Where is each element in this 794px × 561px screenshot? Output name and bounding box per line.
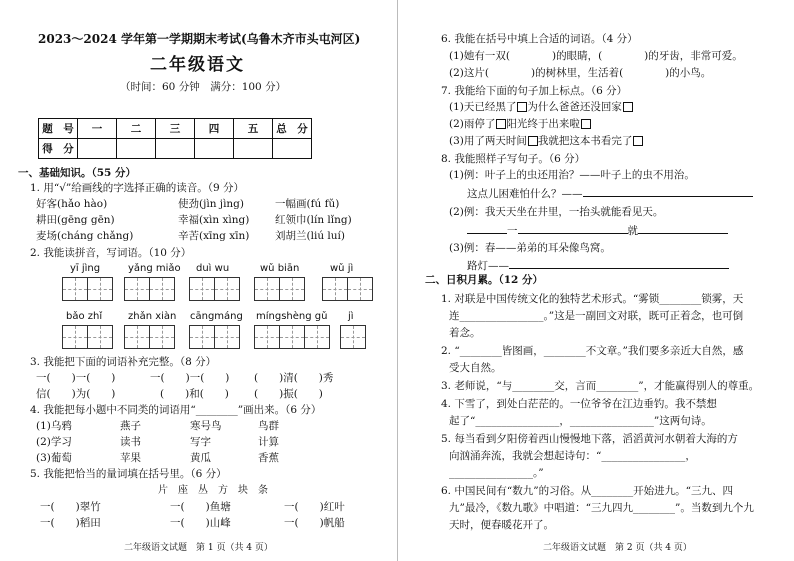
writing-grid[interactable]: [254, 277, 304, 301]
q4-item: 读书: [120, 436, 141, 448]
q4-item: (1)乌鸦: [36, 420, 72, 432]
punct-box[interactable]: [633, 136, 643, 146]
q1-item: 刘胡兰(liú luí): [275, 230, 345, 242]
score-cell[interactable]: [117, 139, 156, 159]
s2-q1-line: 连________________。”这是一副回文对联，既可正着念，也可倒: [449, 310, 744, 322]
punct-box[interactable]: [528, 136, 538, 146]
writing-grid[interactable]: [189, 277, 239, 301]
q5-item: 一( )帆船: [284, 517, 345, 529]
q3-item: ( )和( ): [160, 388, 229, 400]
subject-title: 二年级语文: [150, 55, 245, 75]
q7-line: (1)天已经黑了 为什么爸爸还没回家: [449, 100, 633, 114]
q4-item: 写字: [190, 436, 211, 448]
q1-item: 辛苦(xīng xīn): [178, 230, 250, 242]
q3-item: 一( )一( ): [150, 372, 230, 384]
q5-item: 一( )红叶: [284, 501, 345, 513]
score-cell[interactable]: [273, 139, 312, 159]
writing-grid[interactable]: [189, 325, 239, 349]
writing-grid[interactable]: [62, 325, 112, 349]
q2-prompt: 2. 我能读拼音，写词语。（10 分）: [30, 247, 192, 259]
score-cell[interactable]: [234, 139, 273, 159]
pinyin-label: jì: [348, 311, 354, 322]
s2-q1-line: 1. 对联是中国传统文化的独特艺术形式。“雾锁________锁雾，天: [441, 293, 744, 305]
exam-page-2: [397, 0, 794, 561]
score-header: 五: [234, 119, 273, 139]
pinyin-label: yī jìng: [70, 263, 101, 274]
s2-q5-line: 向汹涌奔流，我就会想起诗句：“________________，: [449, 450, 696, 462]
writing-grid[interactable]: [124, 325, 174, 349]
q1-item: 幸福(xìn xìng): [178, 214, 250, 226]
q8-prompt: 8. 我能照样子写句子。（6 分）: [441, 153, 586, 165]
pinyin-label: wǔ biān: [260, 263, 300, 274]
s2-q4-line: 4. 下雪了，到处白茫茫的。一位爷爷在江边垂钓。我不禁想: [441, 398, 717, 410]
q8-example: (3)例：春——弟弟的耳朵像鸟窝。: [449, 242, 611, 254]
s2-q6-line: 天时，便春暖花开了。: [449, 519, 554, 531]
q8-example: (1)例：叶子上的虫还用治？——叶子上的虫不用治。: [449, 169, 695, 181]
writing-grid[interactable]: [340, 325, 365, 349]
punct-box[interactable]: [623, 102, 633, 112]
score-header: 题 号: [39, 119, 78, 139]
q7-prompt: 7. 我能给下面的句子加上标点。（6 分）: [441, 85, 628, 97]
section-1-title: 一、基础知识。（55 分）: [18, 167, 137, 179]
q7-line: (3)用了两天时间 我就把这本书看完了: [449, 134, 643, 148]
q3-item: ( )清( )秀: [254, 372, 334, 384]
q6-line: (2)这片( )的树林里，生活着( )的小鸟。: [449, 67, 712, 79]
answer-blank[interactable]: [467, 223, 507, 234]
q8-task: 一 就: [467, 223, 728, 238]
q1-item: 好客(hǎo hào): [36, 198, 108, 210]
exam-title: 2023～2024 学年第一学期期末考试(乌鲁木齐市头屯河区): [38, 32, 361, 46]
q4-item: (2)学习: [36, 436, 72, 448]
q4-item: 黄瓜: [190, 452, 211, 464]
answer-blank[interactable]: [518, 223, 628, 234]
writing-grid[interactable]: [322, 277, 372, 301]
page-footer: 二年级语文试题 第 1 页（共 4 页）: [124, 543, 273, 553]
q3-item: 信( )为( ): [36, 388, 116, 400]
s2-q5-line: 5. 每当看到夕阳傍着西山慢慢地下落，滔滔黄河水朝着大海的方: [441, 433, 738, 445]
writing-grid[interactable]: [254, 325, 329, 349]
q5-item: 一( )翠竹: [40, 501, 101, 513]
q4-item: (3)葡萄: [36, 452, 72, 464]
q8-example: (2)例：我天天坐在井里，一抬头就能看见天。: [449, 206, 664, 218]
punct-box[interactable]: [496, 119, 506, 129]
q3-item: ( )振( ): [254, 388, 323, 400]
q1-item: 耕田(gēng gēn): [36, 214, 115, 226]
q7-line: (2)雨停了 阳光终于出来啦: [449, 117, 591, 131]
score-header: 一: [78, 119, 117, 139]
q5-item: 一( )鱼塘: [170, 501, 231, 513]
q4-item: 苹果: [120, 452, 141, 464]
q4-item: 鸟群: [258, 420, 279, 432]
q1-item: 红领巾(lín lǐng): [275, 214, 352, 226]
pinyin-label: duì wu: [196, 263, 230, 274]
answer-blank[interactable]: [638, 223, 728, 234]
pinyin-label: yǎng miǎo: [128, 263, 181, 274]
s2-q6-line: 九”最冷，《数九歌》中唱道：“三九四九________”。当数到九个九: [449, 502, 754, 514]
q4-item: 计算: [258, 436, 279, 448]
q6-prompt: 6. 我能在括号中填上合适的词语。（4 分）: [441, 33, 638, 45]
q3-prompt: 3. 我能把下面的词语补充完整。（8 分）: [30, 356, 217, 368]
q5-word-bank: 片 座 丛 方 块 条: [158, 485, 268, 496]
punct-box[interactable]: [517, 102, 527, 112]
q5-item: 一( )稻田: [40, 517, 101, 529]
score-table: [38, 118, 312, 159]
s2-q4-line: 起了“________________，________________”这两句诗。: [449, 415, 712, 427]
q1-item: 一幅画(fú fǔ): [275, 198, 340, 210]
q5-item: 一( )山峰: [170, 517, 231, 529]
q6-line: (1)她有一双( )的眼睛，( )的牙齿，非常可爱。: [449, 50, 743, 62]
q3-item: 一( )一( ): [36, 372, 116, 384]
q4-item: 寒号鸟: [190, 420, 222, 432]
q4-prompt: 4. 我能把每小题中不同类的词语用“________”画出来。（6 分）: [30, 404, 322, 416]
pinyin-label: zhǎn xiàn: [128, 311, 177, 322]
score-row-label: 得 分: [39, 139, 78, 159]
s2-q6-line: 6. 中国民间有“数九”的习俗。从________开始进九。“三九、四: [441, 485, 733, 497]
answer-blank[interactable]: [509, 258, 729, 269]
s2-q2-line: 受大自然。: [449, 362, 502, 374]
s2-q3-line: 3. 老师说，“与________交，言而________”，才能赢得别人的尊重。: [441, 380, 760, 392]
q8-task: 路灯——: [467, 258, 729, 273]
score-cell[interactable]: [156, 139, 195, 159]
score-cell[interactable]: [195, 139, 234, 159]
s2-q5-line: ________________。”: [449, 467, 544, 479]
page-footer: 二年级语文试题 第 2 页（共 4 页）: [543, 543, 692, 553]
answer-blank[interactable]: [583, 186, 753, 197]
writing-grid[interactable]: [62, 277, 112, 301]
q1-item: 麦场(cháng chǎng): [36, 230, 134, 242]
score-header: 四: [195, 119, 234, 139]
pinyin-label: cāngmáng: [190, 311, 243, 322]
section-2-title: 二、日积月累。（12 分）: [425, 274, 544, 286]
q4-item: 燕子: [120, 420, 141, 432]
s2-q2-line: 2. “________皆图画，________不文章。”我们要多亲近大自然，感: [441, 345, 744, 357]
score-header: 三: [156, 119, 195, 139]
score-header: 二: [117, 119, 156, 139]
q4-item: 香蕉: [258, 452, 279, 464]
score-header: 总 分: [273, 119, 312, 139]
q1-prompt: 1. 用“√”给画线的字选择正确的读音。（9 分）: [30, 182, 245, 194]
score-cell[interactable]: [78, 139, 117, 159]
q5-prompt: 5. 我能把恰当的量词填在括号里。（6 分）: [30, 468, 227, 480]
q8-task: 这点儿困难怕什么？——: [467, 186, 753, 201]
s2-q1-line: 着念。: [449, 327, 481, 339]
time-info: （时间：60 分钟 满分：100 分）: [120, 81, 287, 93]
writing-grid[interactable]: [124, 277, 174, 301]
pinyin-label: míngshèng gǔ: [256, 311, 328, 322]
pinyin-label: wǔ jì: [330, 263, 354, 274]
q1-item: 使劲(jìn jìng): [178, 198, 245, 210]
pinyin-label: bǎo zhǐ: [66, 311, 103, 322]
punct-box[interactable]: [581, 119, 591, 129]
